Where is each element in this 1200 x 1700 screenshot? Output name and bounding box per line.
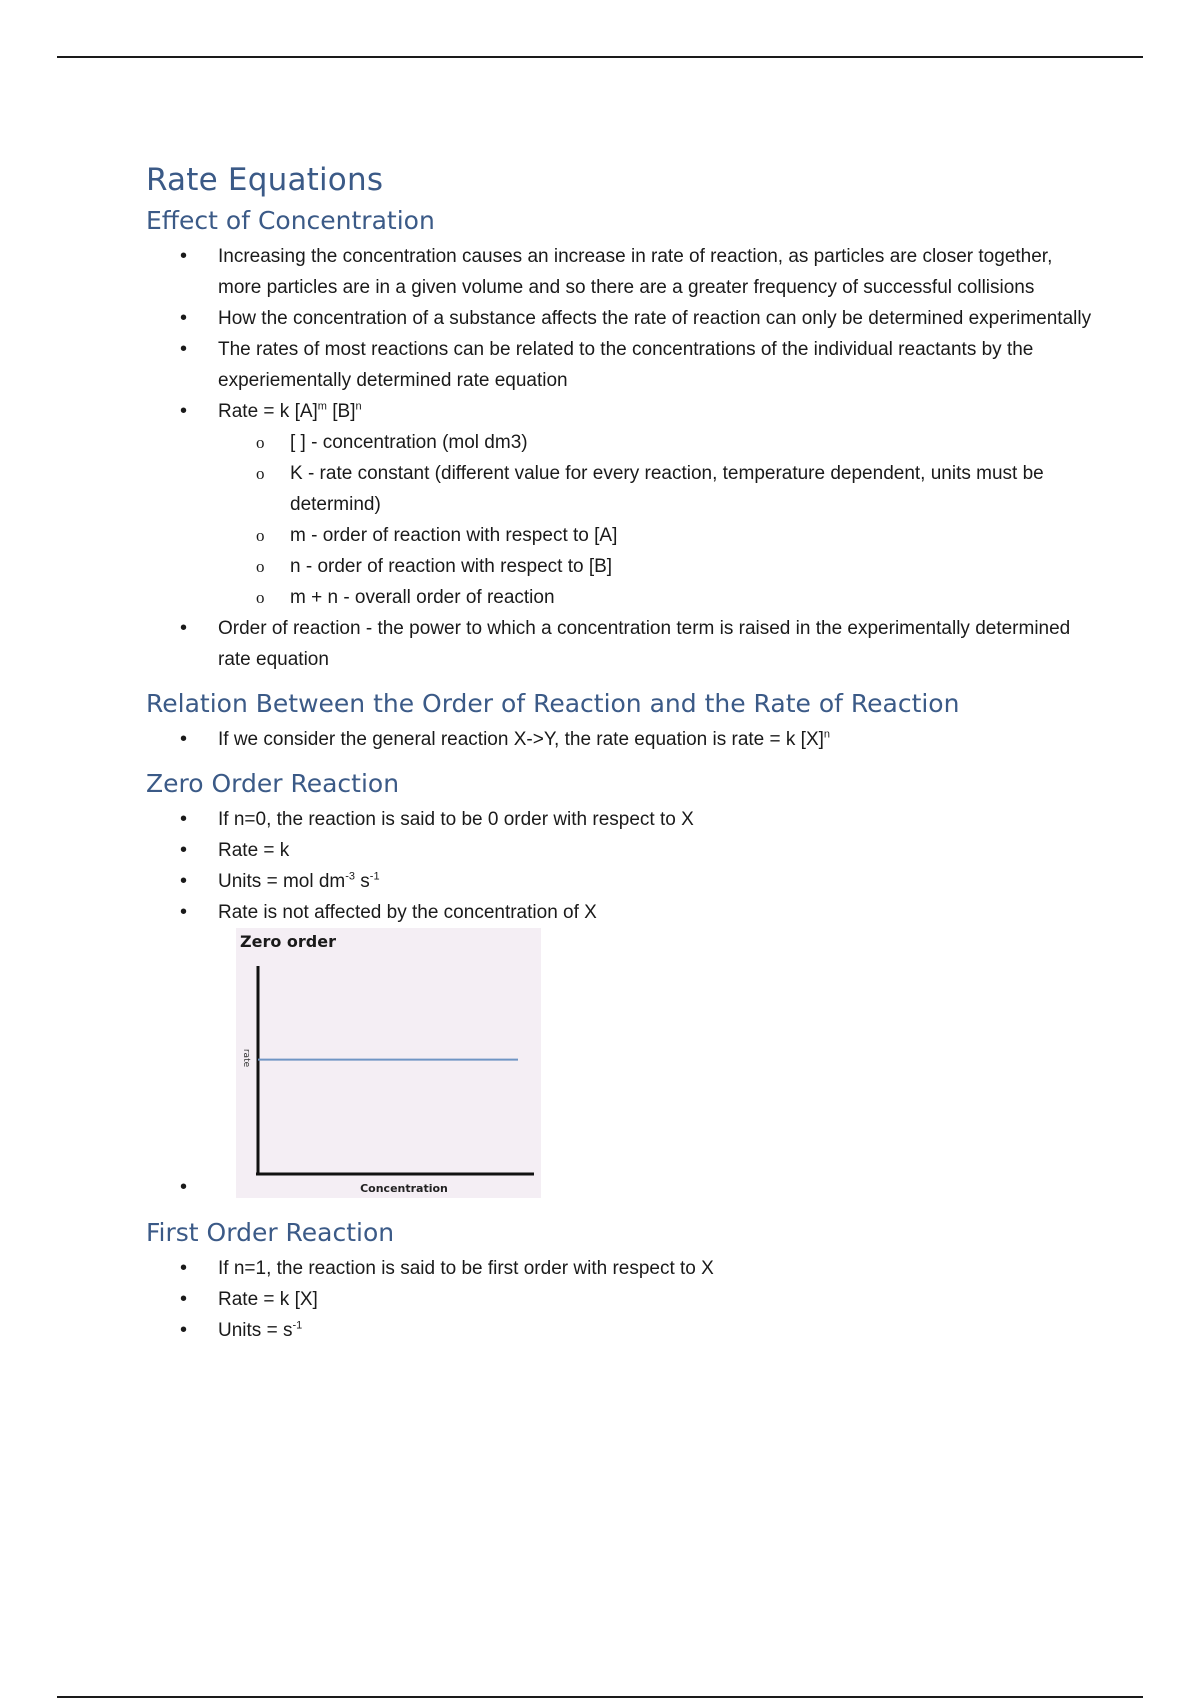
list-item: • Rate is not affected by the concentration of X (146, 897, 1096, 928)
sub-list-item: o [ ] - concentration (mol dm3) (218, 427, 1096, 458)
sub-list-item: o m + n - overall order of reaction (218, 582, 1096, 613)
list-item: • Order of reaction - the power to which a concentration term is raised in the experimentally determined rate equation (146, 613, 1096, 675)
list-item (146, 866, 1096, 897)
rate-eq-prefix: Rate = k [A] (218, 401, 318, 422)
first-units-text: Units = s (218, 1320, 293, 1341)
list-item (146, 724, 1096, 755)
zero-order-chart-svg (236, 928, 541, 1198)
zero-units-sup1: -3 (345, 870, 356, 883)
rate-eq-m: m (317, 400, 327, 413)
relation-sup: n (823, 728, 831, 741)
list-item: • If n=0, the reaction is said to be 0 order with respect to X (146, 804, 1096, 835)
rate-eq-n: n (355, 400, 362, 413)
rate-term-list (218, 427, 1096, 613)
list-item: • Increasing the concentration causes an increase in rate of reaction, as particles are closer together, more particles are in a given volume and so there are a greater frequency of successful collisions (146, 241, 1096, 303)
zero-order-chart (236, 928, 541, 1198)
list-item (146, 1315, 1096, 1346)
relation-list (146, 724, 1096, 755)
x-axis-label: Concentration (360, 1182, 448, 1195)
heading-first-order: First Order Reaction (146, 1218, 395, 1247)
zero-order-list (146, 804, 1096, 1204)
heading-relation: Relation Between the Order of Reaction and the Rate of Reaction (146, 689, 960, 718)
heading-zero-order: Zero Order Reaction (146, 769, 400, 798)
zero-units-sup2: -1 (369, 870, 380, 883)
first-order-list (146, 1253, 1096, 1346)
document-body (146, 162, 1096, 1346)
zero-units-mid: s (355, 871, 370, 892)
rate-equation-item (146, 396, 1096, 613)
chart-list-item (146, 928, 1096, 1204)
list-item: • If n=1, the reaction is said to be first order with respect to X (146, 1253, 1096, 1284)
concentration-list (146, 241, 1096, 675)
relation-text: If we consider the general reaction X->Y, the rate equation is rate = k [X] (218, 729, 824, 750)
footer-rule (57, 1696, 1143, 1698)
chart-title: • Zero order (240, 932, 336, 951)
list-item: • How the concentration of a substance affects the rate of reaction can only be determined experimentally (146, 303, 1096, 334)
zero-units-text: Units = mol dm (218, 871, 346, 892)
sub-list-item: o m - order of reaction with respect to [A] (218, 520, 1096, 551)
page-title: Rate Equations (146, 162, 384, 198)
rate-eq-mid: [B] (326, 401, 356, 422)
sub-list-item: o n - order of reaction with respect to [B] (218, 551, 1096, 582)
list-item: • Rate = k (146, 835, 1096, 866)
first-units-sup: -1 (292, 1319, 303, 1332)
heading-effect-of-concentration: Effect of Concentration (146, 206, 435, 235)
list-item: • The rates of most reactions can be related to the concentrations of the individual reactants by the experiementally determined rate equation (146, 334, 1096, 396)
header-rule (57, 56, 1143, 58)
list-item: • Rate = k [X] (146, 1284, 1096, 1315)
y-axis-label: rate (241, 1048, 251, 1068)
sub-list-item: o K - rate constant (different value for every reaction, temperature dependent, units must be determind) (218, 458, 1096, 520)
